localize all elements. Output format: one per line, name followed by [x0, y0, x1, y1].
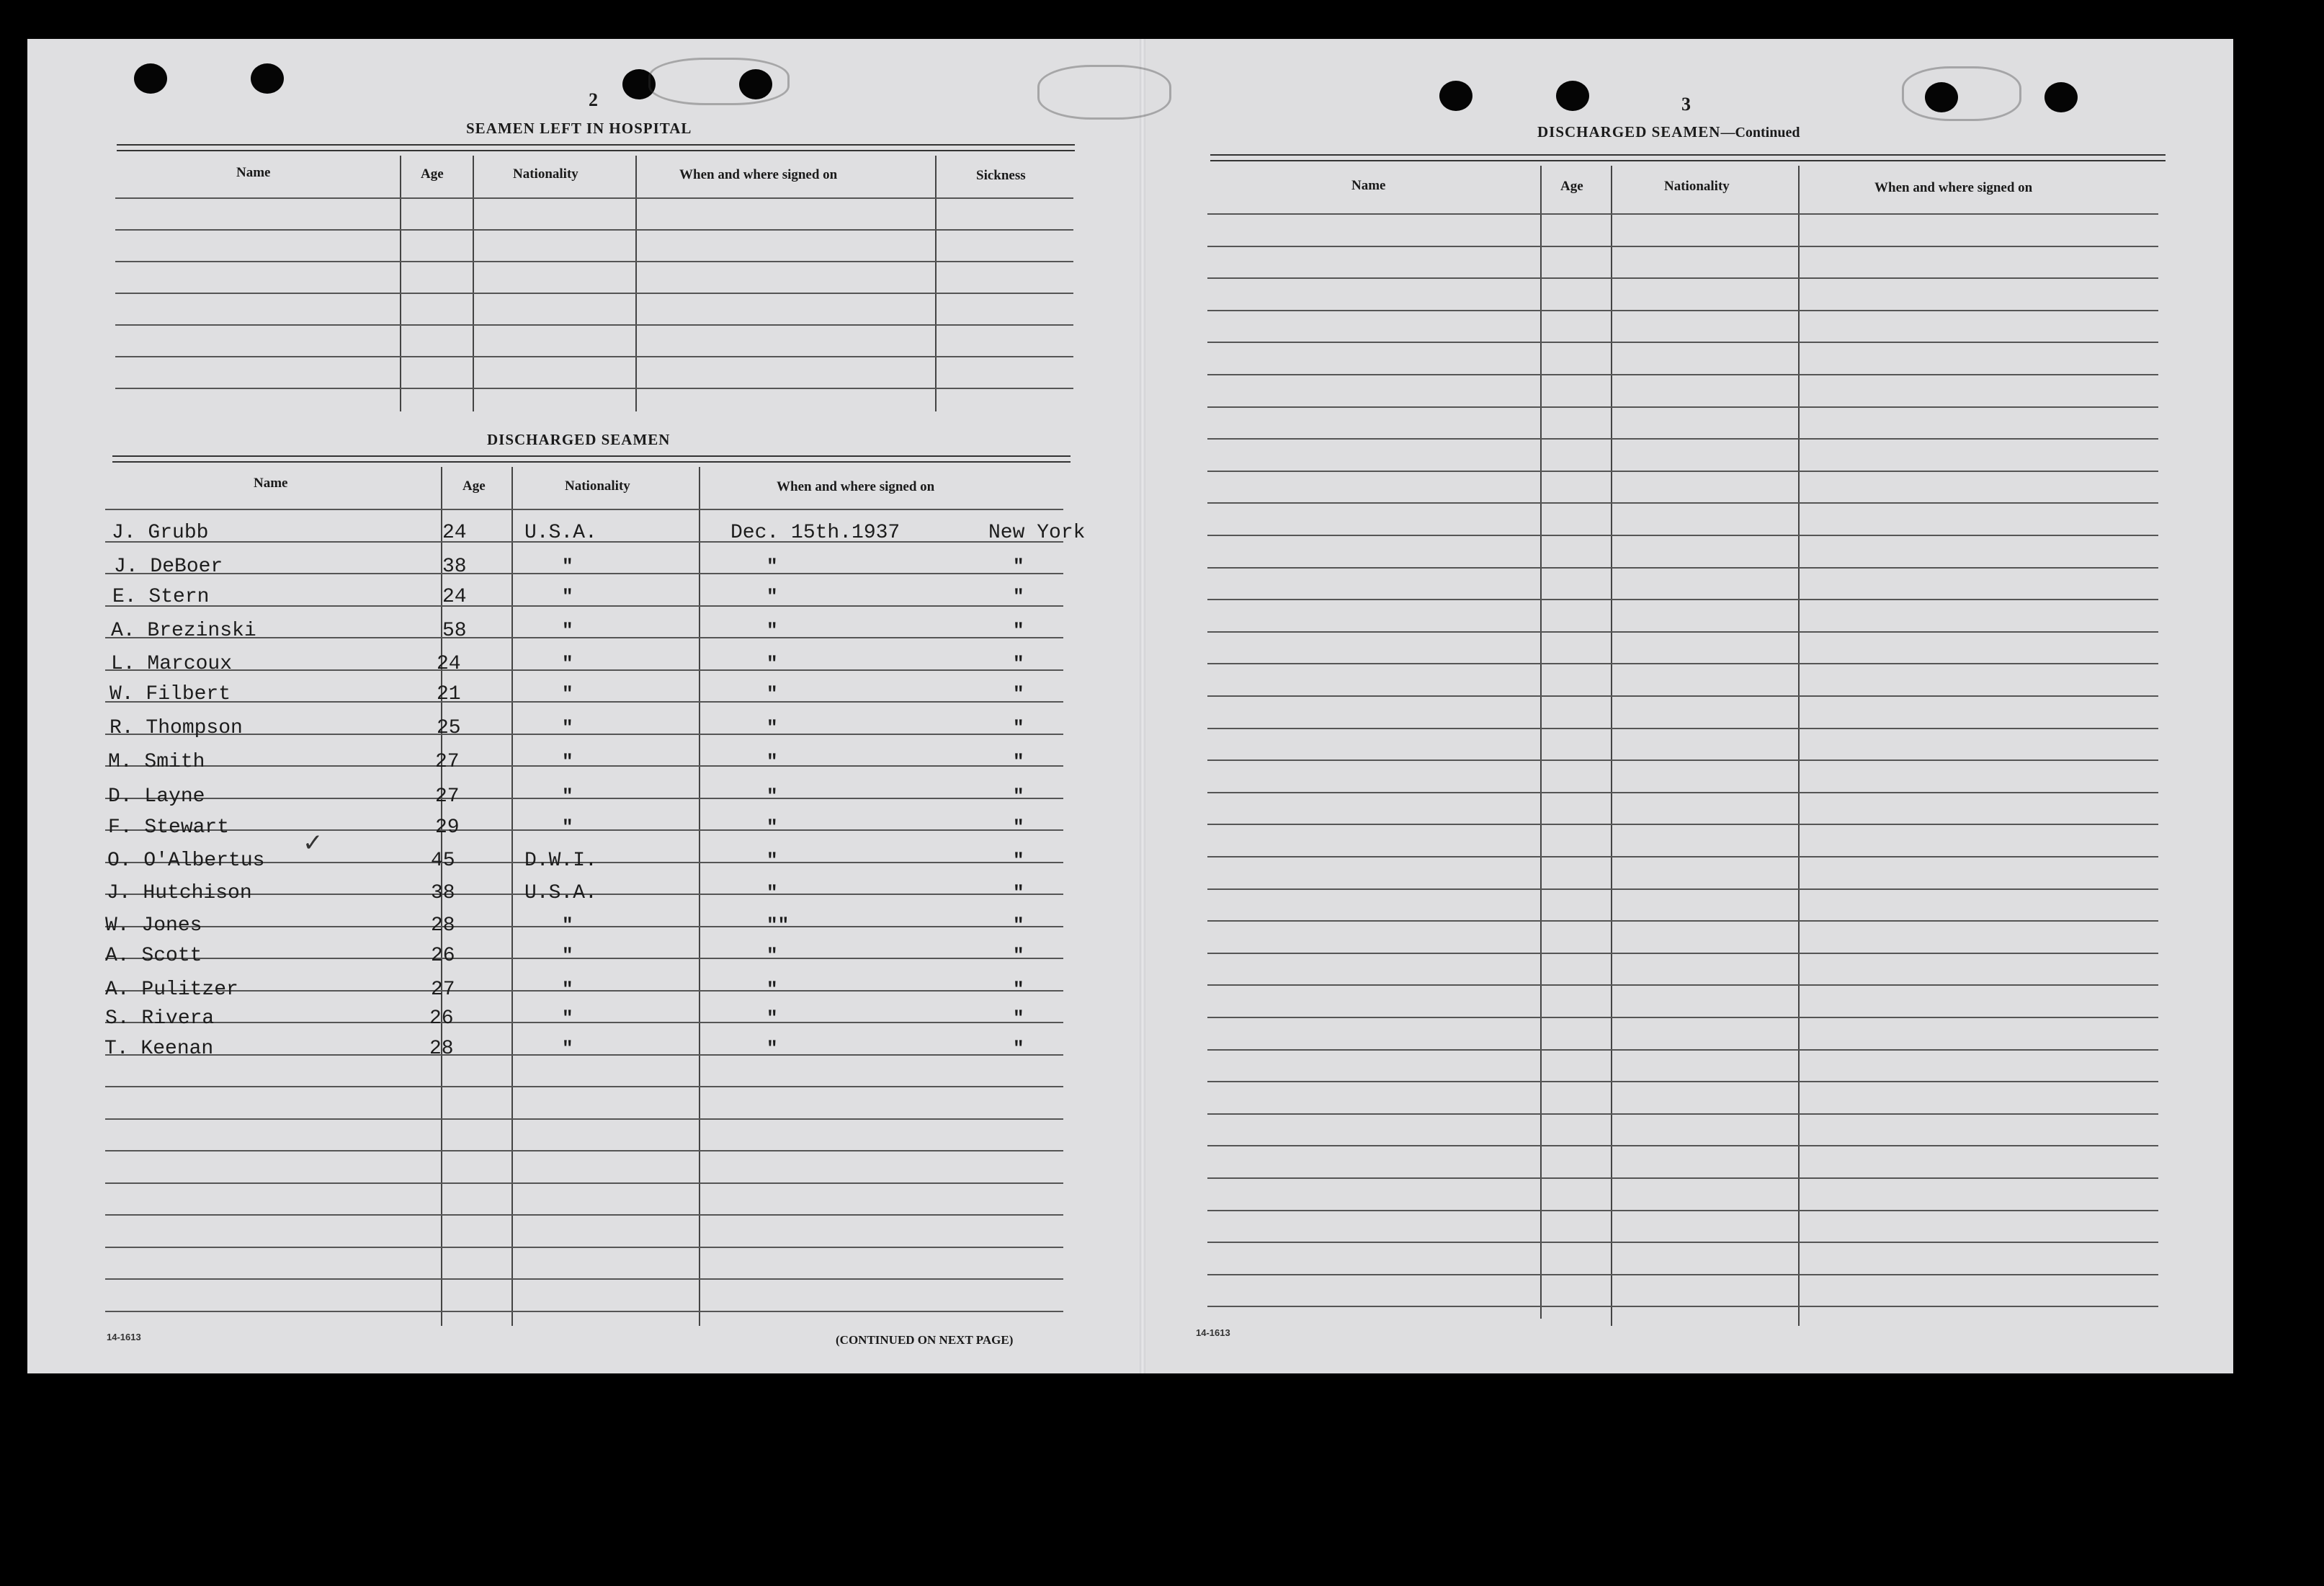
- hospital-col-divider: [473, 156, 474, 411]
- right-page: [1143, 39, 2233, 1373]
- ruled-line: [115, 324, 1073, 326]
- discharged-row-when: ": [767, 1038, 778, 1059]
- ruled-line: [115, 229, 1073, 231]
- discharged-row-where: ": [1013, 945, 1024, 966]
- discharged-row-age: 38: [442, 556, 467, 578]
- ruled-line: [1207, 920, 2158, 922]
- discharged-row-when: ": [767, 945, 778, 966]
- page-number: 3: [1681, 94, 1691, 115]
- discharged-row-nationality: ": [562, 945, 573, 966]
- ruled-line: [105, 701, 1063, 703]
- discharged-row-nationality: D.W.I.: [524, 850, 597, 872]
- punch-hole: [1439, 81, 1472, 111]
- ruled-line: [105, 1086, 1063, 1087]
- discharged-row-nationality: ": [562, 751, 573, 772]
- discharged-row-name: J. DeBoer: [114, 556, 223, 578]
- ruled-line: [105, 734, 1063, 735]
- hospital-col-when-where: When and where signed on: [679, 167, 838, 182]
- continued-footer: (CONTINUED ON NEXT PAGE): [836, 1333, 1014, 1347]
- hospital-section-title: SEAMEN LEFT IN HOSPITAL: [466, 120, 692, 137]
- discharged-row-name: J. Grubb: [112, 522, 209, 544]
- discharged-row-age: 25: [437, 717, 461, 739]
- discharged-row-where: ": [1013, 751, 1024, 772]
- ruled-line: [105, 829, 1063, 831]
- right-col-age: Age: [1560, 179, 1583, 194]
- discharged-row-name: R. Thompson: [110, 717, 243, 739]
- ruled-line: [105, 1214, 1063, 1216]
- ruled-line: [1207, 246, 2158, 247]
- discharged-row-where: ": [1013, 586, 1024, 607]
- discharged-row-where: ": [1013, 850, 1024, 871]
- discharged-row-name: W. Jones: [105, 914, 202, 937]
- discharged-row-when: ": [767, 653, 778, 674]
- discharged-row-name: A. Pulitzer: [105, 979, 238, 1001]
- right-col-nationality: Nationality: [1664, 179, 1730, 194]
- right-header-rule: [1210, 154, 2166, 161]
- ruled-line: [1207, 1113, 2158, 1115]
- ruled-line: [115, 388, 1073, 389]
- discharged-row-when: ": [767, 620, 778, 641]
- discharged-col-divider: [511, 467, 513, 1326]
- discharged-row-name: M. Smith: [108, 751, 205, 773]
- handwritten-smudge: [1902, 66, 2021, 121]
- ruled-line: [105, 765, 1063, 767]
- discharged-row-name: S. Rivera: [105, 1007, 215, 1030]
- ruled-line: [1207, 1081, 2158, 1082]
- hospital-col-divider: [400, 156, 401, 411]
- discharged-row-where: ": [1013, 1007, 1024, 1029]
- discharged-row-nationality: ": [562, 683, 573, 705]
- discharged-row-age: 27: [435, 751, 460, 773]
- discharged-row-nationality: ": [562, 620, 573, 641]
- continued-section-title: [1537, 123, 1800, 141]
- ruled-line: [1207, 406, 2158, 408]
- discharged-row-when: ": [767, 785, 778, 807]
- discharged-col-age: Age: [462, 478, 486, 494]
- punch-hole: [134, 63, 167, 94]
- discharged-row-name: A. Scott: [105, 945, 202, 967]
- discharged-row-name: L. Marcoux: [111, 653, 233, 675]
- ruled-line: [105, 1182, 1063, 1184]
- ruled-line: [1207, 213, 2158, 215]
- ruled-line: [1207, 824, 2158, 825]
- discharged-row-age: 29: [435, 816, 460, 839]
- ruled-line: [1207, 792, 2158, 793]
- discharged-row-when: ": [767, 850, 778, 871]
- discharged-row-age: 24: [437, 653, 461, 675]
- handwritten-smudge: [1037, 65, 1171, 120]
- discharged-row-nationality: ": [562, 914, 573, 936]
- page-fold: [1140, 39, 1145, 1373]
- ruled-line: [115, 197, 1073, 199]
- discharged-row-when: ": [767, 556, 778, 577]
- discharged-row-name: J. Hutchison: [107, 882, 252, 904]
- discharged-row-age: 27: [435, 785, 460, 808]
- ruled-line: [105, 1311, 1063, 1312]
- ruled-line: [105, 958, 1063, 959]
- discharged-row-age: 28: [431, 914, 455, 937]
- form-number: 14-1613: [107, 1332, 141, 1342]
- ruled-line: [105, 1118, 1063, 1120]
- discharged-row-name: F. Stewart: [108, 816, 230, 839]
- discharged-col-when-where: When and where signed on: [777, 479, 935, 494]
- discharged-row-nationality: ": [562, 717, 573, 739]
- discharged-row-age: 27: [431, 979, 455, 1001]
- ruled-line: [1207, 374, 2158, 375]
- discharged-row-age: 24: [442, 522, 467, 544]
- discharged-row-when: ": [767, 751, 778, 772]
- ruled-line: [105, 926, 1063, 927]
- discharged-col-divider: [699, 467, 700, 1326]
- ruled-line: [105, 669, 1063, 671]
- discharged-row-when: ": [767, 586, 778, 607]
- discharged-header-rule: [112, 455, 1071, 463]
- discharged-row-when: ": [767, 979, 778, 1000]
- ruled-line: [1207, 953, 2158, 954]
- discharged-row-where: ": [1013, 914, 1024, 936]
- discharged-row-age: 28: [429, 1038, 454, 1060]
- hospital-col-age: Age: [421, 166, 444, 182]
- ruled-line: [115, 293, 1073, 294]
- punch-hole: [2044, 82, 2078, 112]
- right-col-name: Name: [1351, 178, 1386, 193]
- discharged-row-name: A. Brezinski: [111, 620, 256, 642]
- ruled-line: [1207, 567, 2158, 569]
- discharged-row-where: ": [1013, 785, 1024, 807]
- check-mark-icon: ✓: [303, 829, 323, 857]
- ruled-line: [1207, 277, 2158, 279]
- right-col-when-where: When and where signed on: [1874, 180, 2033, 195]
- ruled-line: [1207, 1145, 2158, 1146]
- ruled-line: [1207, 535, 2158, 536]
- discharged-row-when: Dec. 15th.1937: [730, 522, 900, 544]
- discharged-row-nationality: ": [562, 653, 573, 674]
- discharged-row-age: 26: [431, 945, 455, 967]
- hospital-col-name: Name: [236, 165, 271, 180]
- ruled-line: [1207, 471, 2158, 472]
- hospital-col-sickness: Sickness: [976, 168, 1026, 183]
- ruled-line: [1207, 695, 2158, 697]
- discharged-row-nationality: ": [562, 979, 573, 1000]
- ruled-line: [1207, 663, 2158, 664]
- discharged-row-name: D. Layne: [108, 785, 205, 808]
- discharged-row-when: ": [767, 683, 778, 705]
- ruled-line: [1207, 856, 2158, 857]
- ruled-line: [1207, 1017, 2158, 1018]
- discharged-row-where: ": [1013, 556, 1024, 577]
- ruled-line: [115, 261, 1073, 262]
- ruled-line: [105, 605, 1063, 607]
- ruled-line: [105, 1278, 1063, 1280]
- discharged-col-nationality: Nationality: [565, 478, 630, 494]
- handwritten-smudge: [648, 58, 790, 105]
- form-number: 14-1613: [1196, 1327, 1230, 1338]
- right-col-divider: [1611, 166, 1612, 1326]
- discharged-row-age: 38: [431, 882, 455, 904]
- discharged-row-when: "": [767, 914, 790, 936]
- discharged-row-nationality: ": [562, 1007, 573, 1029]
- ruled-line: [1207, 342, 2158, 343]
- discharged-row-when: ": [767, 816, 778, 838]
- discharged-row-name: E. Stern: [112, 586, 210, 608]
- discharged-row-nationality: ": [562, 1038, 573, 1059]
- ruled-line: [1207, 1242, 2158, 1243]
- ruled-line: [105, 1150, 1063, 1151]
- discharged-row-where: ": [1013, 816, 1024, 838]
- discharged-row-where: ": [1013, 1038, 1024, 1059]
- discharged-row-where: ": [1013, 620, 1024, 641]
- discharged-row-when: ": [767, 882, 778, 904]
- ruled-line: [105, 1247, 1063, 1248]
- ruled-line: [1207, 1306, 2158, 1307]
- ruled-line: [1207, 1177, 2158, 1179]
- ruled-line: [105, 1054, 1063, 1056]
- ruled-line: [1207, 888, 2158, 890]
- ruled-line: [1207, 631, 2158, 633]
- discharged-row-nationality: ": [562, 816, 573, 838]
- ruled-line: [1207, 1274, 2158, 1275]
- discharged-row-age: 21: [437, 683, 461, 705]
- discharged-row-age: 45: [431, 850, 455, 872]
- discharged-row-name: T. Keenan: [104, 1038, 214, 1060]
- discharged-row-where: ": [1013, 653, 1024, 674]
- discharged-row-where: ": [1013, 683, 1024, 705]
- discharged-row-nationality: ": [562, 785, 573, 807]
- discharged-row-nationality: ": [562, 586, 573, 607]
- ruled-line: [1207, 759, 2158, 761]
- ruled-line: [105, 798, 1063, 799]
- discharged-row-when: ": [767, 717, 778, 739]
- hospital-header-rule: [117, 144, 1075, 151]
- discharged-row-where: ": [1013, 882, 1024, 904]
- discharged-row-where: ": [1013, 979, 1024, 1000]
- ruled-line: [1207, 984, 2158, 986]
- ruled-line: [1207, 438, 2158, 440]
- page-number: 2: [589, 89, 598, 110]
- hospital-col-divider: [635, 156, 637, 411]
- ruled-line: [105, 509, 1063, 510]
- discharged-row-nationality: U.S.A.: [524, 522, 597, 544]
- ruled-line: [1207, 728, 2158, 729]
- discharged-row-where: New York: [988, 522, 1086, 544]
- hospital-col-nationality: Nationality: [513, 166, 578, 182]
- discharged-row-when: ": [767, 1007, 778, 1029]
- ruled-line: [105, 990, 1063, 992]
- ruled-line: [1207, 310, 2158, 311]
- discharged-row-name: O. O'Albertus: [107, 850, 265, 872]
- discharged-row-age: 58: [442, 620, 467, 642]
- discharged-col-name: Name: [254, 476, 288, 491]
- punch-hole: [251, 63, 284, 94]
- discharged-row-nationality: U.S.A.: [524, 882, 597, 904]
- discharged-row-nationality: ": [562, 556, 573, 577]
- ruled-line: [1207, 599, 2158, 600]
- discharged-row-age: 24: [442, 586, 467, 608]
- ruled-line: [105, 1022, 1063, 1023]
- left-page: [27, 39, 1143, 1373]
- continued-title-sub: —Continued: [1720, 125, 1800, 141]
- discharged-row-where: ": [1013, 717, 1024, 739]
- ruled-line: [1207, 1049, 2158, 1051]
- hospital-col-divider: [935, 156, 937, 411]
- continued-title-main: DISCHARGED SEAMEN: [1537, 123, 1721, 141]
- discharged-row-name: W. Filbert: [110, 683, 231, 705]
- punch-hole: [1556, 81, 1589, 111]
- discharged-section-title: DISCHARGED SEAMEN: [487, 431, 671, 448]
- right-col-divider: [1798, 166, 1800, 1326]
- ruled-line: [115, 356, 1073, 357]
- ruled-line: [1207, 502, 2158, 504]
- discharged-row-age: 26: [429, 1007, 454, 1030]
- ruled-line: [105, 573, 1063, 574]
- ruled-line: [1207, 1210, 2158, 1211]
